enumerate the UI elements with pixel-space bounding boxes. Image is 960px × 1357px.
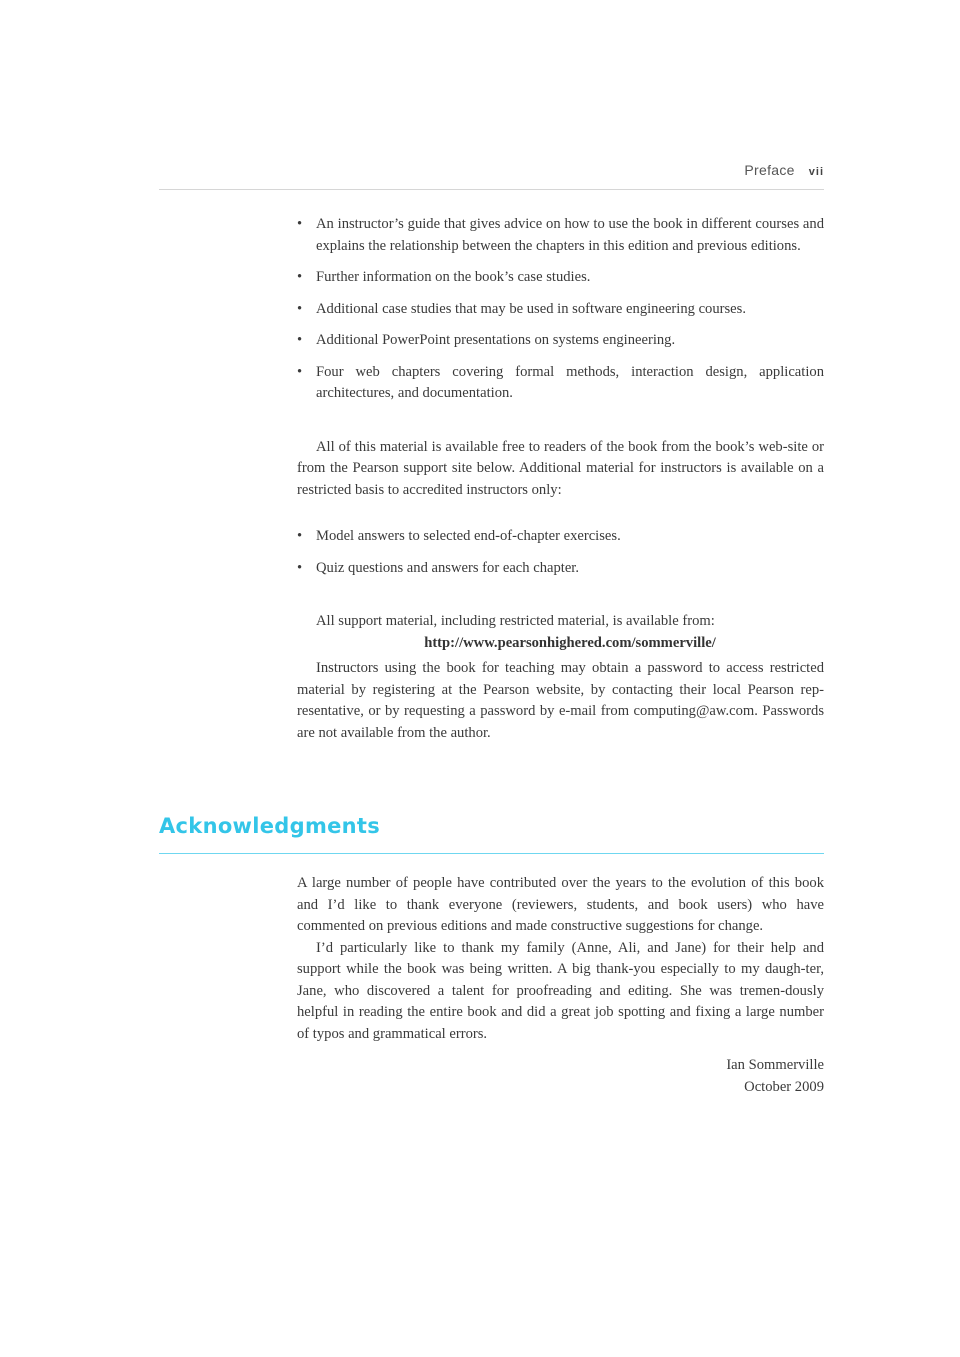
list-item <box>297 558 824 580</box>
list-item-text: Four web chapters covering formal methods, interaction design, application architectures, and documentation. <box>316 363 824 401</box>
running-head <box>159 162 824 184</box>
bullet-icon: • <box>297 363 303 380</box>
list-item-text: Model answers to selected end-of-chapter exercises. <box>316 528 621 544</box>
running-head-title: Preface <box>744 162 795 178</box>
bullet-icon: • <box>297 269 303 285</box>
bullet-icon: • <box>297 216 303 232</box>
acknowledgments-heading: Acknowledgments <box>159 814 381 838</box>
signature-date: October 2009 <box>744 1078 824 1095</box>
list-item <box>297 362 824 405</box>
list-item-text: Additional PowerPoint presentations on systems engineering. <box>316 332 676 348</box>
instructor-resources-list <box>297 214 824 405</box>
list-item-text: Additional case studies that may be used in software engineering courses. <box>316 300 746 317</box>
header-rule <box>159 189 824 190</box>
list-item-text: Quiz questions and answers for each chapter. <box>316 559 580 576</box>
signature-name: Ian Sommerville <box>726 1057 824 1073</box>
bullet-icon: • <box>297 332 303 348</box>
support-paragraph: All support material, including restricted material, is available from: <box>316 613 715 629</box>
instructors-paragraph: Instructors using the book for teaching may obtain a password to access restricted material by registering at the Pearson website, by contacting their local Pearson rep-resentative, or by requesting a password by e-mail from computing@aw.com. Passwords are not available from the author. <box>297 660 824 741</box>
acknowledgments-paragraph: A large number of people have contributed over the years to the evolution of this book and I’d like to thank everyone (reviewers, students, and book users) who have commented on previous editions and made constructive suggestions for change. <box>297 875 824 934</box>
list-item <box>297 299 824 321</box>
bullet-icon: • <box>297 528 303 544</box>
acknowledgments-body <box>297 873 824 1098</box>
acknowledgments-paragraph: I’d particularly like to thank my family (Anne, Ali, and Jane) for their help and support while the book was being written. A big thank-you especially to my daugh-ter, Jane, who discovered a talent for proofreading and editing. She was tremen-dously helpful in reading the entire book and did a great job spotting and fixing a large number of typos and grammatical errors. <box>297 939 824 1042</box>
availability-paragraph: All of this material is available free to readers of the book from the book’s web-site or from the Pearson support site below. Additional material for instructors is available on a restricted basis to accredited instructors only: <box>297 438 824 498</box>
list-item <box>297 214 824 257</box>
signature <box>297 1055 824 1098</box>
page-number: vii <box>808 166 824 178</box>
acknowledgments-rule <box>159 853 824 854</box>
bullet-icon: • <box>297 559 303 576</box>
preface-content <box>297 214 824 744</box>
list-item <box>297 526 824 548</box>
list-item <box>297 330 824 352</box>
support-url-link[interactable]: http://www.pearsonhighered.com/sommerville/ <box>424 634 716 651</box>
list-item <box>297 267 824 289</box>
list-item-text: An instructor’s guide that gives advice on how to use the book in different courses and explains the relationship between the chapters in this edition and previous editions. <box>316 216 824 254</box>
list-item-text: Further information on the book’s case studies. <box>316 269 591 285</box>
bullet-icon: • <box>297 300 303 317</box>
restricted-resources-list <box>297 526 824 579</box>
